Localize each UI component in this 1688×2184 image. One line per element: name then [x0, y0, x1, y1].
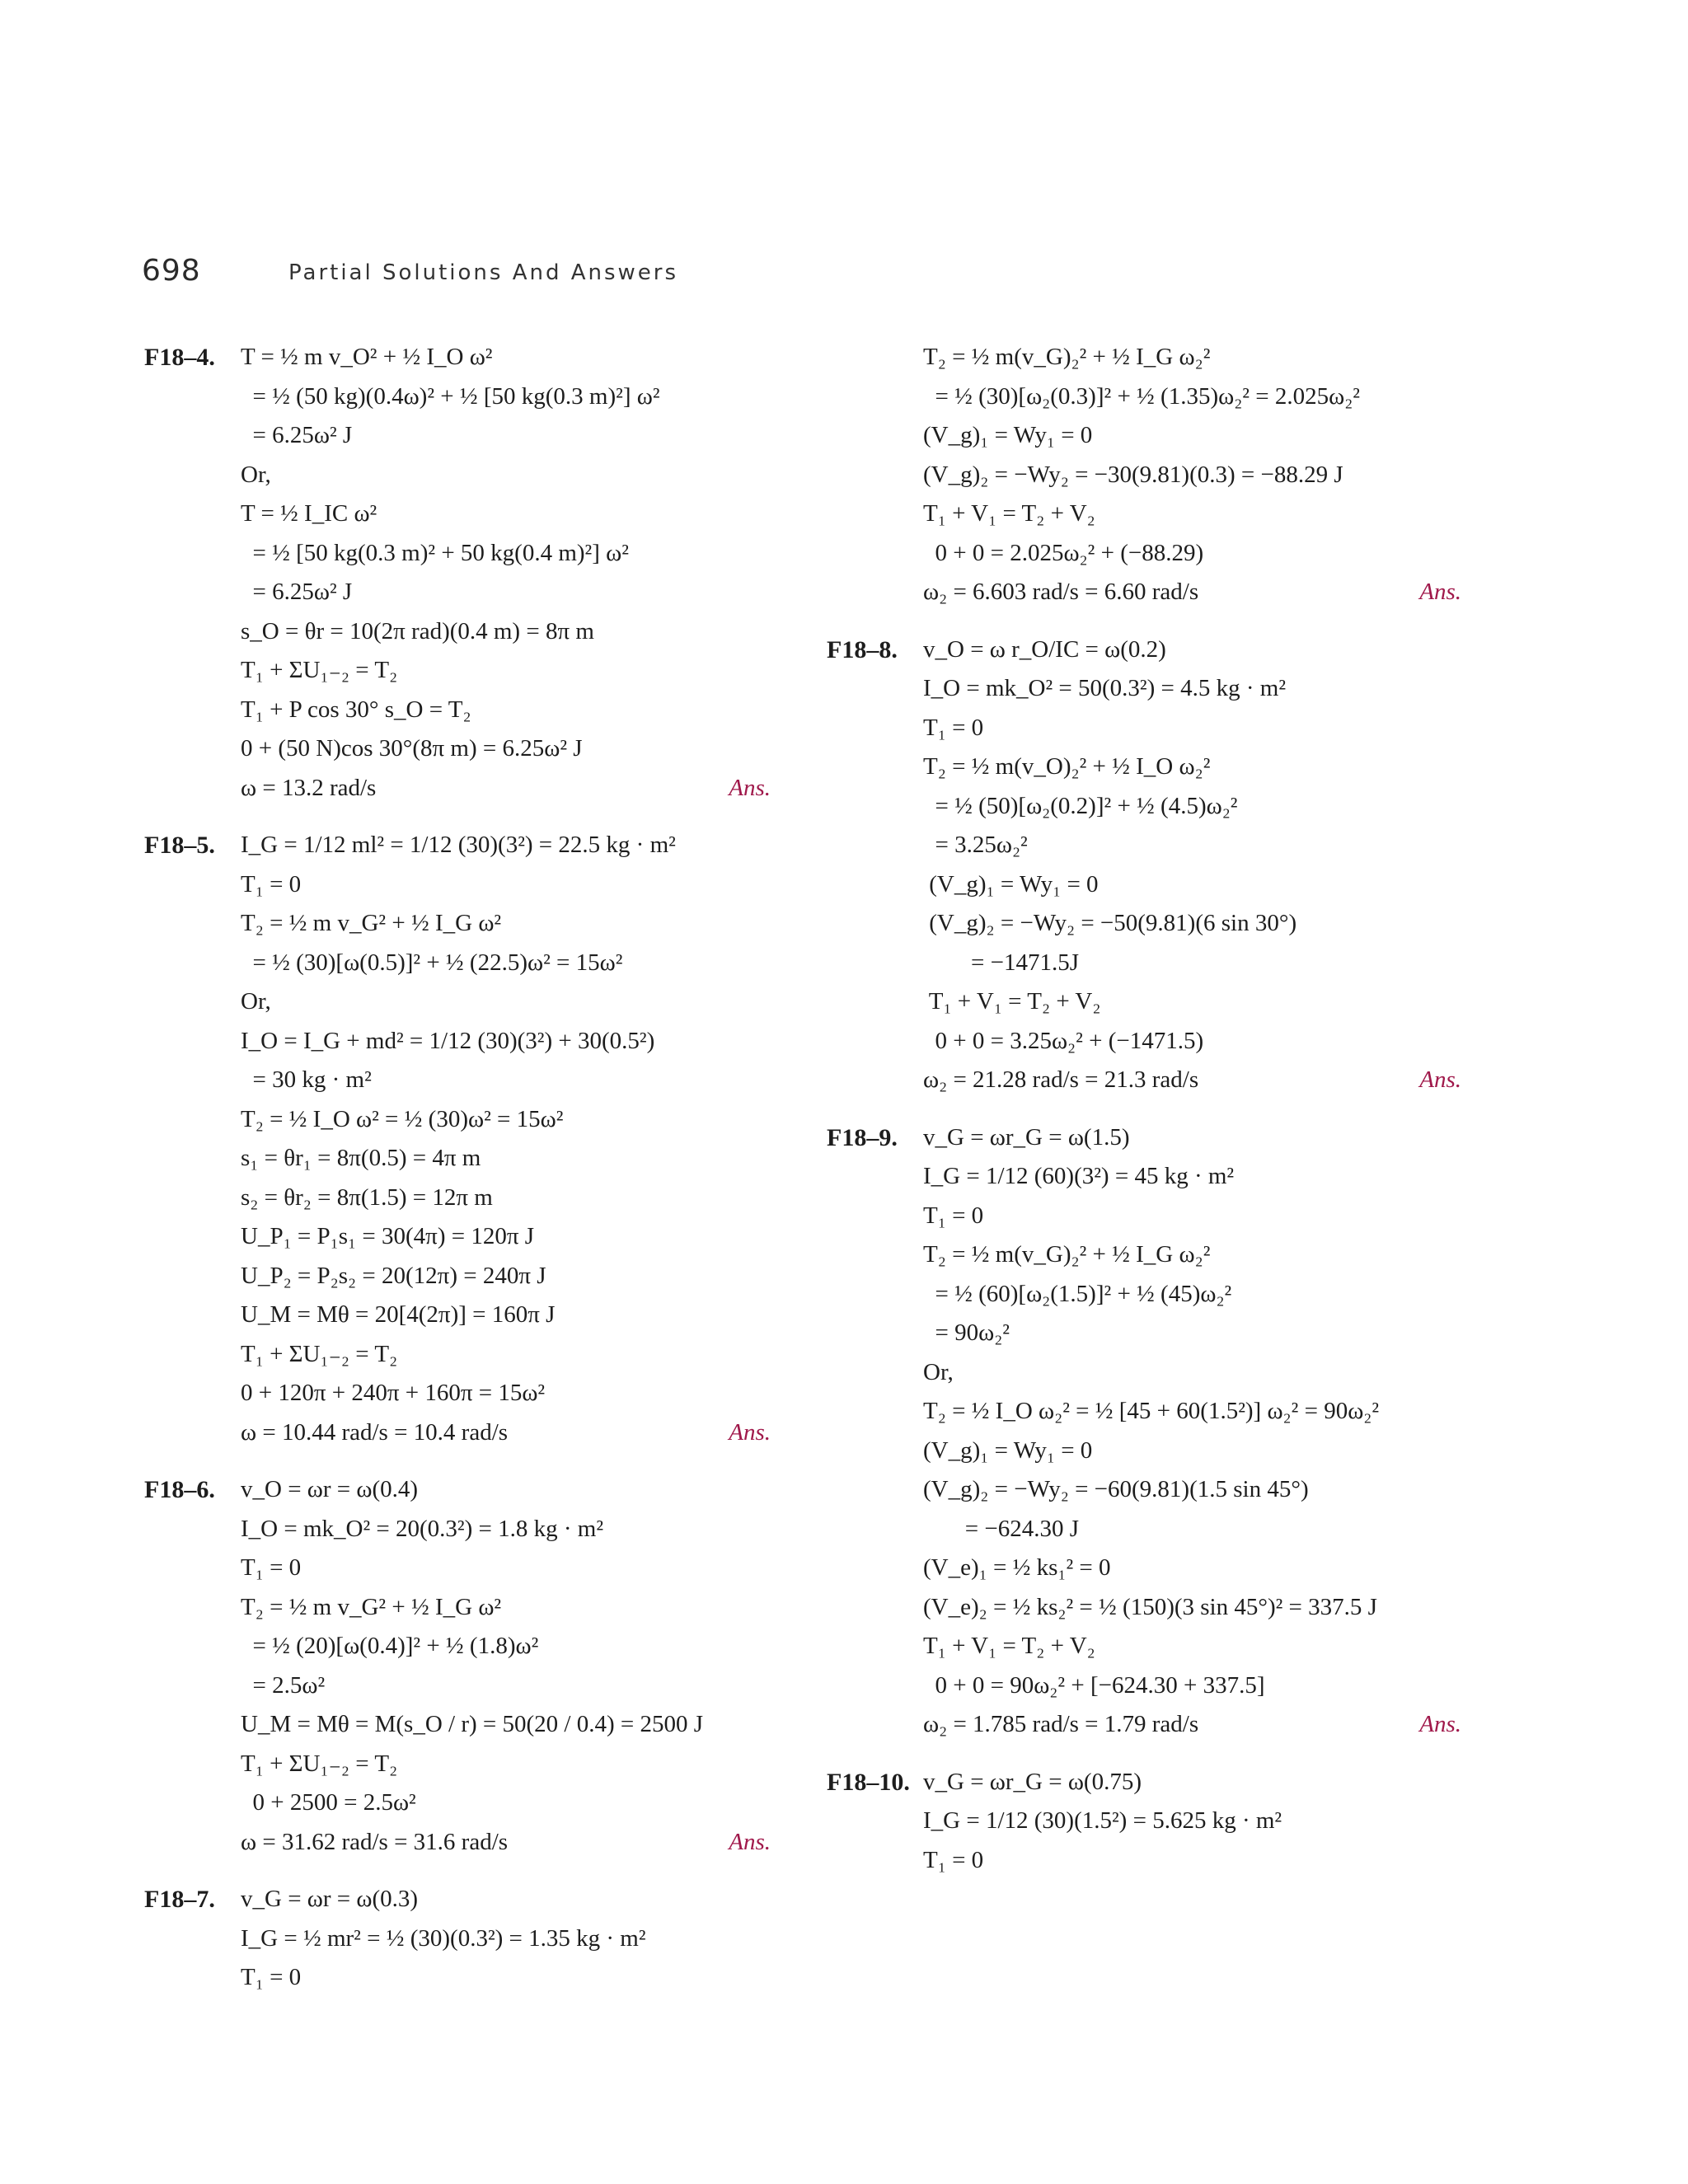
- equation-line: [241, 1139, 771, 1179]
- equation-line: [923, 1022, 1461, 1062]
- equation-text: (V_e)₂ = ½ ks₂² = ½ (150)(3 sin 45°)² = 337.5 J: [923, 1593, 1377, 1620]
- equation-text: 0 + 120π + 240π + 160π = 15ω²: [241, 1380, 546, 1406]
- equation-line: [923, 1627, 1461, 1666]
- solution-lines: [241, 826, 771, 1452]
- equation-line: [923, 1588, 1461, 1628]
- problem-block: [827, 338, 1461, 612]
- equation-text: = 30 kg · m²: [241, 1066, 372, 1093]
- equation-text: 0 + 0 = 90ω₂² + [−624.30 + 337.5]: [923, 1671, 1265, 1699]
- equation-line: [923, 787, 1461, 827]
- equation-text: = ½ (50 kg)(0.4ω)² + ½ [50 kg(0.3 m)²] ω²: [241, 382, 660, 410]
- equation-text: T₁ + V₁ = T₂ + V₂: [923, 988, 1101, 1015]
- equation-text: T₂ = ½ I_O ω₂² = ½ [45 + 60(1.5²)] ω₂² = 90ω₂²: [923, 1398, 1380, 1424]
- problem-block: [144, 826, 771, 1452]
- equation-line: [241, 494, 771, 534]
- solution-lines: [923, 630, 1461, 1100]
- equation-line: [923, 982, 1461, 1022]
- equation-text: (V_g)₁ = Wy₁ = 0: [923, 870, 1099, 898]
- equation-text: v_O = ωr = ω(0.4): [241, 1476, 419, 1502]
- page-number: 698: [142, 254, 201, 288]
- problem-id: F18–8.: [827, 635, 898, 663]
- answer-label: Ans.: [1419, 579, 1461, 605]
- equation-line: [241, 651, 771, 691]
- equation-text: I_O = mk_O² = 50(0.3²) = 4.5 kg · m²: [923, 675, 1287, 701]
- equation-line: [923, 1118, 1461, 1158]
- solution-lines: [923, 1763, 1461, 1881]
- equation-line: [241, 1823, 771, 1863]
- equation-text: v_G = ωr = ω(0.3): [241, 1886, 419, 1912]
- equation-line: [241, 1666, 771, 1706]
- equation-text: = ½ (30)[ω₂(0.3)]² + ½ (1.35)ω₂² = 2.025ω₂²: [923, 382, 1361, 410]
- problem-block: [144, 338, 771, 808]
- equation-text: v_G = ωr_G = ω(0.75): [923, 1768, 1142, 1795]
- equation-text: U_M = Mθ = 20[4(2π)] = 160π J: [241, 1301, 556, 1328]
- equation-line: [241, 904, 771, 944]
- answer-label: Ans.: [1419, 1711, 1461, 1737]
- equation-text: = 90ω₂²: [923, 1319, 1010, 1346]
- problem-block: [144, 1880, 771, 1998]
- equation-line: [923, 1314, 1461, 1353]
- equation-text: I_G = ½ mr² = ½ (30)(0.3²) = 1.35 kg · m²: [241, 1924, 646, 1952]
- equation-line: [923, 338, 1461, 377]
- equation-line: [923, 1802, 1461, 1841]
- equation-text: I_G = 1/12 (30)(1.5²) = 5.625 kg · m²: [923, 1807, 1282, 1834]
- equation-text: = ½ [50 kg(0.3 m)² + 50 kg(0.4 m)²] ω²: [241, 539, 629, 566]
- equation-text: ω₂ = 6.603 rad/s = 6.60 rad/s: [923, 579, 1199, 605]
- equation-text: (V_e)₁ = ½ ks₁² = 0: [923, 1554, 1111, 1581]
- equation-text: = ½ (30)[ω(0.5)]² + ½ (22.5)ω² = 15ω²: [241, 949, 623, 976]
- problem-id: F18–4.: [144, 344, 215, 371]
- problem-id: F18–5.: [144, 832, 215, 859]
- equation-text: = ½ (20)[ω(0.4)]² + ½ (1.8)ω²: [241, 1633, 539, 1659]
- equation-line: [241, 826, 771, 865]
- equation-line: [923, 826, 1461, 865]
- equation-text: T₁ = 0: [923, 714, 984, 741]
- equation-text: s₁ = θr₁ = 8π(0.5) = 4π m: [241, 1145, 481, 1171]
- equation-line: [241, 1958, 771, 1998]
- equation-text: = −1471.5J: [923, 949, 1079, 976]
- equation-line: [923, 630, 1461, 670]
- equation-text: T₂ = ½ m(v_G)₂² + ½ I_G ω₂²: [923, 344, 1211, 370]
- problem-id: F18–7.: [144, 1886, 215, 1913]
- equation-text: (V_g)₂ = −Wy₂ = −30(9.81)(0.3) = −88.29 J: [923, 461, 1343, 488]
- equation-text: T₁ = 0: [923, 1846, 984, 1873]
- equation-text: = ½ (60)[ω₂(1.5)]² + ½ (45)ω₂²: [923, 1280, 1232, 1307]
- solution-lines: [923, 1118, 1461, 1745]
- solution-lines: [241, 338, 771, 808]
- equation-text: T₁ + ΣU₁₋₂ = T₂: [241, 1750, 398, 1777]
- equation-text: U_M = Mθ = M(s_O / r) = 50(20 / 0.4) = 2500 J: [241, 1711, 704, 1737]
- solution-lines: [241, 1880, 771, 1998]
- equation-text: ω = 10.44 rad/s = 10.4 rad/s: [241, 1418, 509, 1446]
- equation-line: [241, 1705, 771, 1745]
- equation-text: U_P₁ = P₁s₁ = 30(4π) = 120π J: [241, 1223, 535, 1249]
- equation-line: [923, 456, 1461, 495]
- problem-block: [827, 1118, 1461, 1745]
- equation-text: T = ½ m v_O² + ½ I_O ω²: [241, 344, 493, 370]
- solution-lines: [241, 1470, 771, 1862]
- equation-text: (V_g)₁ = Wy₁ = 0: [923, 1436, 1093, 1464]
- equation-text: I_G = 1/12 ml² = 1/12 (30)(3²) = 22.5 kg · m²: [241, 832, 676, 858]
- problem-id: F18–9.: [827, 1123, 898, 1151]
- answer-label: Ans.: [729, 1828, 771, 1855]
- equation-line: [241, 416, 771, 456]
- problem-block: [144, 1470, 771, 1862]
- running-title: Partial Solutions And Answers: [288, 260, 679, 285]
- equation-text: 0 + 2500 = 2.5ω²: [241, 1789, 416, 1816]
- equation-text: T₁ + P cos 30° s_O = T₂: [241, 696, 471, 723]
- equation-line: [923, 1157, 1461, 1197]
- equation-line: [241, 1413, 771, 1453]
- equation-line: [241, 456, 771, 495]
- equation-text: = 6.25ω² J: [241, 422, 353, 448]
- equation-text: I_O = I_G + md² = 1/12 (30)(3²) + 30(0.5²): [241, 1027, 655, 1054]
- equation-line: [923, 1275, 1461, 1315]
- equation-line: [923, 1841, 1461, 1881]
- equation-line: [241, 1549, 771, 1588]
- equation-line: [923, 1392, 1461, 1432]
- equation-line: [241, 1100, 771, 1140]
- equation-line: [241, 729, 771, 769]
- equation-line: [241, 982, 771, 1022]
- equation-line: [241, 944, 771, 983]
- equation-text: T = ½ I_IC ω²: [241, 500, 377, 527]
- problem-block: [827, 630, 1461, 1100]
- problem-id: F18–6.: [144, 1476, 215, 1503]
- solution-lines: [923, 338, 1461, 612]
- equation-line: [241, 865, 771, 905]
- equation-line: [241, 1627, 771, 1666]
- equation-line: [241, 1745, 771, 1784]
- equation-text: Or,: [241, 988, 271, 1015]
- equation-line: [241, 1880, 771, 1919]
- equation-text: U_P₂ = P₂s₂ = 20(12π) = 240π J: [241, 1262, 546, 1289]
- equation-line: [241, 1061, 771, 1100]
- equation-line: [923, 669, 1461, 709]
- equation-text: T₂ = ½ m(v_G)₂² + ½ I_G ω₂²: [923, 1241, 1211, 1268]
- equation-text: ω₂ = 1.785 rad/s = 1.79 rad/s: [923, 1711, 1199, 1737]
- equation-text: s₂ = θr₂ = 8π(1.5) = 12π m: [241, 1183, 493, 1211]
- equation-line: [923, 1061, 1461, 1100]
- equation-line: [241, 691, 771, 730]
- equation-line: [241, 1335, 771, 1375]
- equation-line: [241, 1588, 771, 1628]
- problem-id: F18–10.: [827, 1768, 910, 1796]
- equation-line: [923, 494, 1461, 534]
- equation-line: [241, 338, 771, 377]
- equation-line: [241, 1217, 771, 1257]
- equation-text: T₁ = 0: [241, 1554, 302, 1581]
- equation-text: = ½ (50)[ω₂(0.2)]² + ½ (4.5)ω₂²: [923, 792, 1238, 819]
- equation-line: [241, 573, 771, 612]
- equation-line: [241, 1470, 771, 1510]
- equation-text: I_O = mk_O² = 20(0.3²) = 1.8 kg · m²: [241, 1515, 604, 1542]
- equation-line: [241, 1257, 771, 1296]
- equation-text: T₂ = ½ I_O ω² = ½ (30)ω² = 15ω²: [241, 1105, 564, 1132]
- equation-text: s_O = θr = 10(2π rad)(0.4 m) = 8π m: [241, 617, 594, 644]
- equation-text: v_G = ωr_G = ω(1.5): [923, 1123, 1130, 1151]
- equation-line: [923, 1666, 1461, 1706]
- equation-text: 0 + 0 = 2.025ω₂² + (−88.29): [923, 539, 1204, 566]
- equation-text: T₁ + V₁ = T₂ + V₂: [923, 1633, 1095, 1659]
- equation-line: [923, 1353, 1461, 1393]
- equation-line: [241, 1374, 771, 1413]
- equation-line: [241, 1510, 771, 1549]
- equation-line: [241, 769, 771, 808]
- equation-text: T₁ = 0: [241, 870, 302, 898]
- equation-line: [923, 416, 1461, 456]
- answer-label: Ans.: [1419, 1066, 1461, 1093]
- equation-text: (V_g)₂ = −Wy₂ = −60(9.81)(1.5 sin 45°): [923, 1476, 1309, 1502]
- equation-text: = 3.25ω₂²: [923, 832, 1028, 858]
- equation-line: [923, 1705, 1461, 1745]
- equation-text: Or,: [241, 461, 271, 488]
- equation-text: ω = 31.62 rad/s = 31.6 rad/s: [241, 1828, 509, 1855]
- equation-text: v_O = ω r_O/IC = ω(0.2): [923, 635, 1166, 663]
- equation-line: [923, 1235, 1461, 1275]
- equation-text: = 6.25ω² J: [241, 579, 353, 605]
- equation-text: T₁ = 0: [923, 1202, 984, 1229]
- equation-text: (V_g)₂ = −Wy₂ = −50(9.81)(6 sin 30°): [923, 910, 1297, 936]
- equation-line: [923, 709, 1461, 748]
- equation-line: [923, 1470, 1461, 1510]
- equation-line: [923, 1763, 1461, 1802]
- equation-line: [923, 377, 1461, 417]
- equation-line: [241, 1179, 771, 1218]
- equation-text: I_G = 1/12 (60)(3²) = 45 kg · m²: [923, 1163, 1235, 1189]
- equation-line: [241, 1296, 771, 1335]
- equation-line: [923, 1432, 1461, 1471]
- equation-line: [923, 748, 1461, 787]
- equation-text: T₂ = ½ m(v_O)₂² + ½ I_O ω₂²: [923, 753, 1211, 780]
- right-column: [827, 338, 1461, 1898]
- answer-label: Ans.: [729, 1418, 771, 1446]
- equation-line: [923, 1549, 1461, 1588]
- left-column: [144, 338, 771, 2016]
- equation-line: [241, 377, 771, 417]
- equation-line: [241, 1022, 771, 1062]
- equation-line: [923, 944, 1461, 983]
- problem-block: [827, 1763, 1461, 1881]
- equation-line: [923, 865, 1461, 905]
- equation-line: [923, 573, 1461, 612]
- equation-line: [923, 534, 1461, 574]
- equation-line: [241, 1783, 771, 1823]
- equation-text: T₂ = ½ m v_G² + ½ I_G ω²: [241, 910, 502, 936]
- equation-line: [241, 612, 771, 652]
- equation-text: = −624.30 J: [923, 1515, 1079, 1542]
- equation-text: T₁ + ΣU₁₋₂ = T₂: [241, 1340, 398, 1367]
- equation-text: T₁ + V₁ = T₂ + V₂: [923, 500, 1095, 527]
- equation-line: [923, 904, 1461, 944]
- equation-text: T₂ = ½ m v_G² + ½ I_G ω²: [241, 1593, 502, 1620]
- equation-line: [923, 1510, 1461, 1549]
- equation-text: = 2.5ω²: [241, 1671, 326, 1699]
- equation-text: T₁ + ΣU₁₋₂ = T₂: [241, 657, 398, 683]
- equation-text: 0 + (50 N)cos 30°(8π m) = 6.25ω² J: [241, 735, 583, 762]
- equation-line: [241, 534, 771, 574]
- equation-line: [241, 1919, 771, 1959]
- equation-line: [923, 1197, 1461, 1236]
- equation-text: Or,: [923, 1358, 954, 1385]
- page-header: [142, 254, 679, 295]
- equation-text: 0 + 0 = 3.25ω₂² + (−1471.5): [923, 1027, 1204, 1054]
- equation-text: ω₂ = 21.28 rad/s = 21.3 rad/s: [923, 1066, 1199, 1093]
- answer-label: Ans.: [729, 774, 771, 801]
- equation-text: (V_g)₁ = Wy₁ = 0: [923, 422, 1093, 448]
- equation-text: ω = 13.2 rad/s: [241, 774, 377, 801]
- equation-text: T₁ = 0: [241, 1964, 302, 1990]
